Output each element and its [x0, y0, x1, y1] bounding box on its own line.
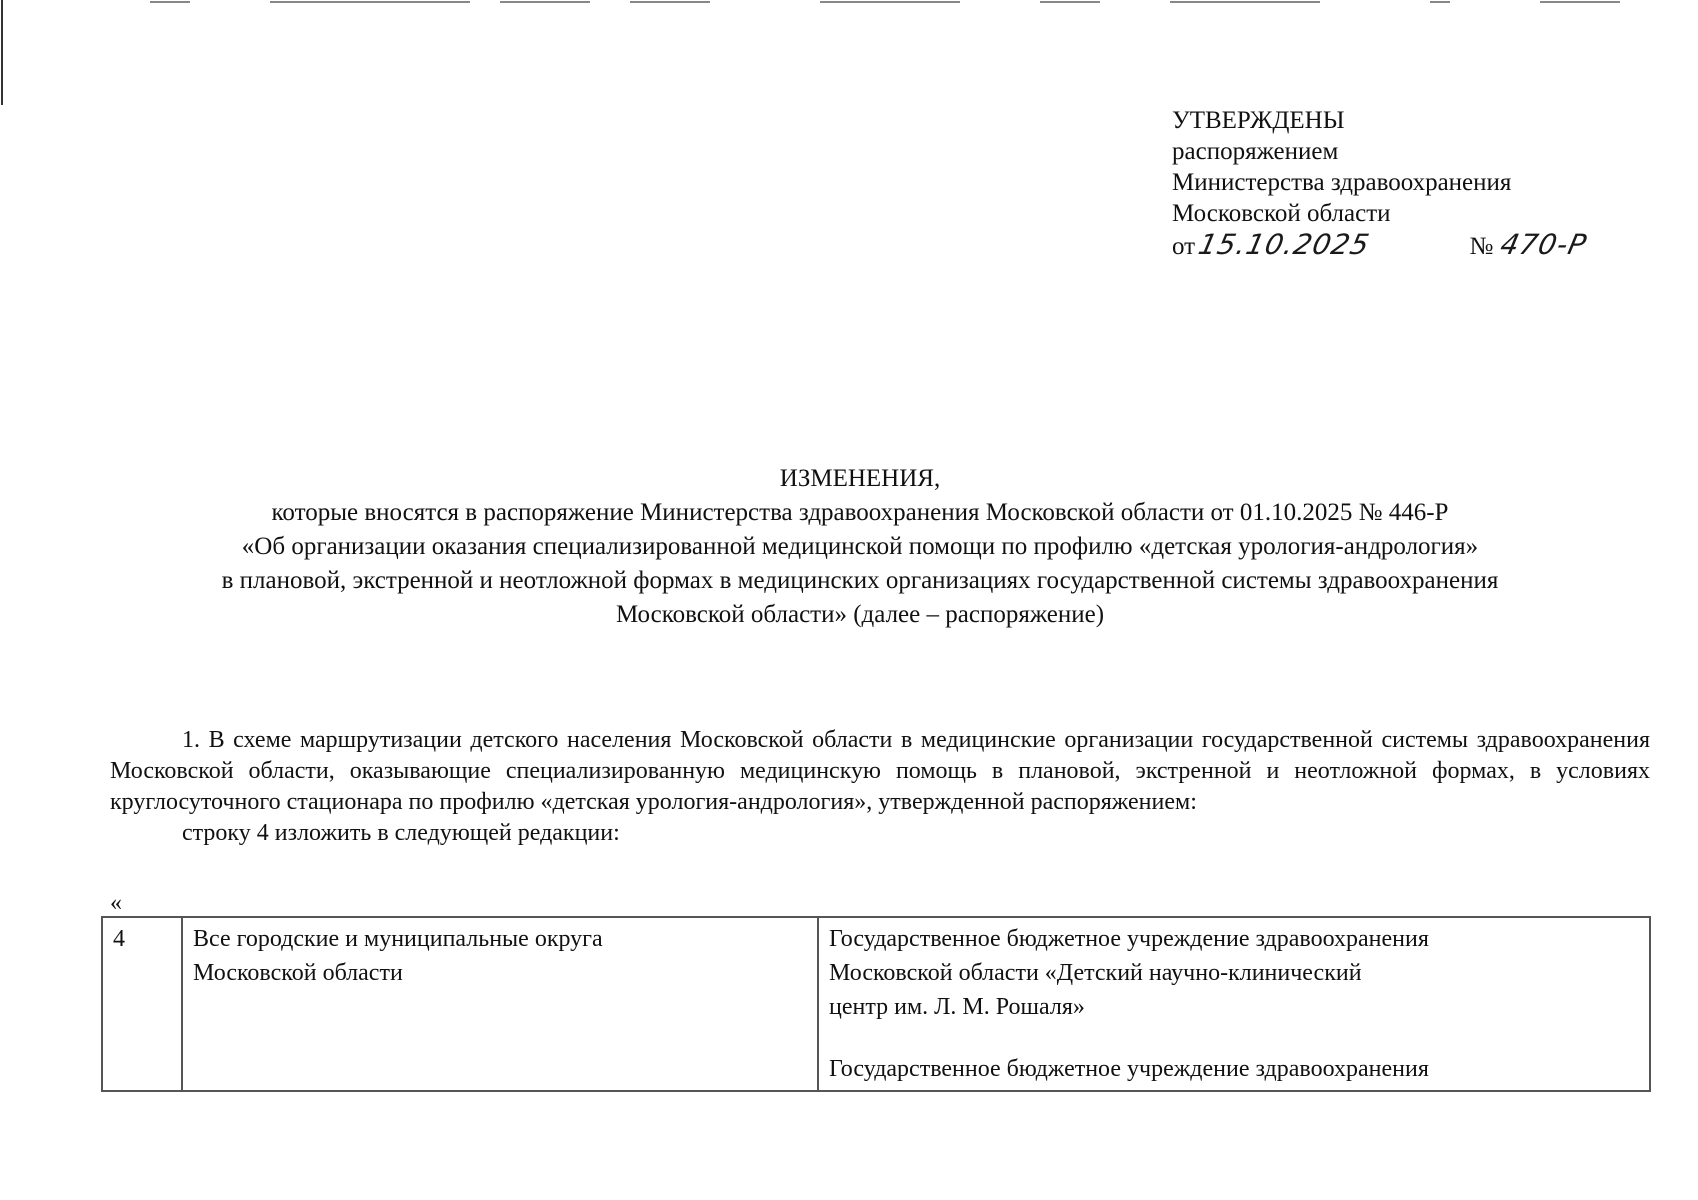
org1-line-2: Московской области «Детский научно-клинический	[829, 960, 1362, 986]
paragraph-2: строку 4 изложить в следующей редакции:	[182, 820, 620, 846]
number-label: №	[1469, 233, 1494, 260]
approval-date-line	[1172, 228, 1591, 262]
row-number-cell: 4	[102, 917, 182, 1091]
org1-line-1: Государственное бюджетное учреждение здравоохранения	[829, 926, 1429, 952]
handwritten-date: 15.10.2025	[1195, 228, 1373, 261]
organization-2	[829, 1052, 1639, 1086]
date-prefix: от	[1172, 233, 1196, 260]
scan-top-dashes	[0, 0, 1698, 4]
org2-line-1: Государственное бюджетное учреждение здравоохранения	[829, 1056, 1429, 1082]
handwritten-number: 470-Р	[1497, 228, 1591, 261]
area-cell	[182, 917, 818, 1091]
scan-edge-mark	[1, 0, 3, 105]
approval-stamp-block	[1172, 105, 1591, 262]
organization-1	[829, 922, 1639, 1024]
table-row	[102, 917, 1650, 1091]
approval-ministry: Министерства здравоохранения	[1172, 169, 1512, 196]
paragraph-1: 1. В схеме маршрутизации детского населения Московской области в медицинские организации государственной системы здравоохранения Московской области, оказывающие специализированную медицинскую помощь в плановой, экстренной и неотложной формах, в условиях круглосуточного стационара по профилю «детская урология-андрология», утвержденной распоряжением:	[110, 727, 1650, 815]
approval-heading: УТВЕРЖДЕНЫ	[1172, 107, 1345, 134]
approval-order-word: распоряжением	[1172, 138, 1339, 165]
routing-table	[101, 916, 1651, 1092]
area-line-1: Все городские и муниципальные округа	[193, 926, 603, 952]
approval-region: Московской области	[1172, 200, 1391, 227]
org1-line-3: центр им. Л. М. Рошаля»	[829, 994, 1085, 1020]
title-line-3: в плановой, экстренной и неотложной формах в медицинских организациях государственной системы здравоохранения	[221, 567, 1499, 594]
title-heading: ИЗМЕНЕНИЯ,	[779, 465, 941, 492]
organization-cell	[818, 917, 1650, 1091]
opening-quote: «	[110, 890, 122, 916]
document-title	[120, 462, 1600, 632]
title-line-4: Московской области» (далее – распоряжение)	[615, 601, 1105, 628]
title-line-2: «Об организации оказания специализированной медицинской помощи по профилю «детская урология-андрология»	[241, 533, 1479, 560]
title-line-1: которые вносятся в распоряжение Министерства здравоохранения Московской области от 01.10.2025 № 446-Р	[271, 499, 1449, 526]
area-line-2: Московской области	[193, 960, 403, 986]
document-body	[110, 725, 1650, 849]
